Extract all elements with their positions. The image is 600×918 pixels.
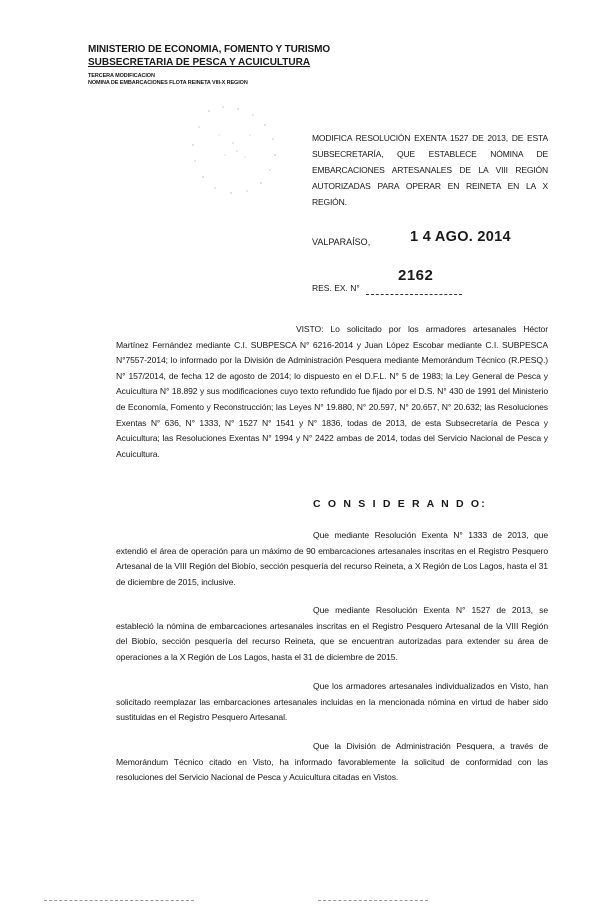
letterhead-subtitle-1: TERCERA MODIFICACION <box>88 73 155 79</box>
footer-dashed-rule-right <box>318 900 428 901</box>
stamped-date: 1 4 AGO. 2014 <box>410 229 511 245</box>
considerando-paragraph <box>116 603 548 665</box>
considerando-paragraph <box>116 528 548 590</box>
subsecretaria-name: SUBSECRETARIA DE PESCA Y ACUICULTURA <box>88 57 311 68</box>
resolution-number-label: RES. EX. N° <box>312 283 360 293</box>
considerando-text-3: Que los armadores artesanales individualizados en Visto, han solicitado reemplazar las embarcaciones artesanales incluidas en la mencionada nómina en virtud de haber sido sustituidas en el Registro Pesquero Artesanal. <box>116 681 548 723</box>
place-label: VALPARAÍSO, <box>312 237 371 247</box>
considerando-text-2: Que mediante Resolución Exenta N° 1527 de 2013, se estableció la nómina de embarcaciones artesanales inscritas en el Registro Pesquero Artesanal de la VIII Región del Biobío, sección pesquería del recurso Reineta, que se encuentran autorizadas para extender su área de operaciones a la X Región de Los Lagos, hasta el 31 de diciembre de 2015. <box>116 605 548 662</box>
considerando-paragraph <box>116 739 548 786</box>
footer-dashed-rule-left <box>44 900 194 901</box>
letterhead-subtitle-2: NOMINA DE EMBARCACIONES FLOTA REINETA VIII-X REGION <box>88 80 248 86</box>
ministry-name: MINISTERIO DE ECONOMIA, FOMENTO Y TURISMO <box>88 44 331 55</box>
resolution-number-underline <box>366 294 462 295</box>
considerando-text-4: Que la División de Administración Pesquera, a través de Memorándum Técnico citado en Visto, ha informado favorablemente la solicitud de conformidad con las resoluciones del Servicio Nacional de Pesca y Acuicultura citadas en Vistos. <box>116 741 548 783</box>
resolution-number-line <box>312 267 472 297</box>
resolution-summary: MODIFICA RESOLUCIÓN EXENTA 1527 DE 2013, DE ESTA SUBSECRETARÍA, QUE ESTABLECE NÓMINA DE EMBARCACIONES ARTESANALES DE LA VIII REGIÓN AUTORIZADAS PARA OPERAR EN REINETA EN LA X REGIÓN. <box>312 133 548 207</box>
letterhead <box>88 44 348 86</box>
visto-label: VISTO: <box>296 324 324 334</box>
resolution-number: 2162 <box>398 267 434 284</box>
considerando-text-1: Que mediante Resolución Exenta N° 1333 de 2013, que extendió el área de operación para un máximo de 90 embarcaciones artesanales inscritas en el Registro Pesquero Artesanal de la VIII Región del Biobío, sección pesquería del recurso Reineta, a X Región de Los Lagos, hasta el 31 de diciembre de 2015, inclusive. <box>116 530 548 587</box>
visto-text: Lo solicitado por los armadores artesanales Héctor Martínez Fernández mediante C.I. SUBPESCA N° 6216-2014 y Juan López Escobar mediante C.I. SUBPESCA N°7557-2014; lo informado por la División de Administración Pesquera mediante Memorándum Técnico (R.PESQ.) N° 157/2014, de fecha 12 de agosto de 2014; lo dispuesto en el D.F.L. N° 5 de 1983; la Ley General de Pesca y Acuicultura N° 18.892 y sus modificaciones cuyo texto refundido fue fijado por el D.S. N° 430 de 1991 del Ministerio de Economía, Fomento y Reconstrucción; las Leyes N° 19.880, N° 20.597, N° 20.657, N° 20.632; las Resoluciones Exentas N° 636, N° 1333, N° 1527 N° 1541 y N° 1836, todas de 2013, de esta Subsecretaría de Pesca y Acuicultura; las Resoluciones Exentas N° 1994 y N° 2422 ambas de 2014, todas del Servicio Nacional de Pesca y Acuicultura. <box>116 324 548 459</box>
considerando-paragraph <box>116 679 548 726</box>
considerando-heading: C O N S I D E R A N D O: <box>313 498 487 510</box>
visto-paragraph <box>116 322 548 462</box>
place-and-date <box>312 229 572 251</box>
faint-seal-stamp <box>175 95 295 205</box>
